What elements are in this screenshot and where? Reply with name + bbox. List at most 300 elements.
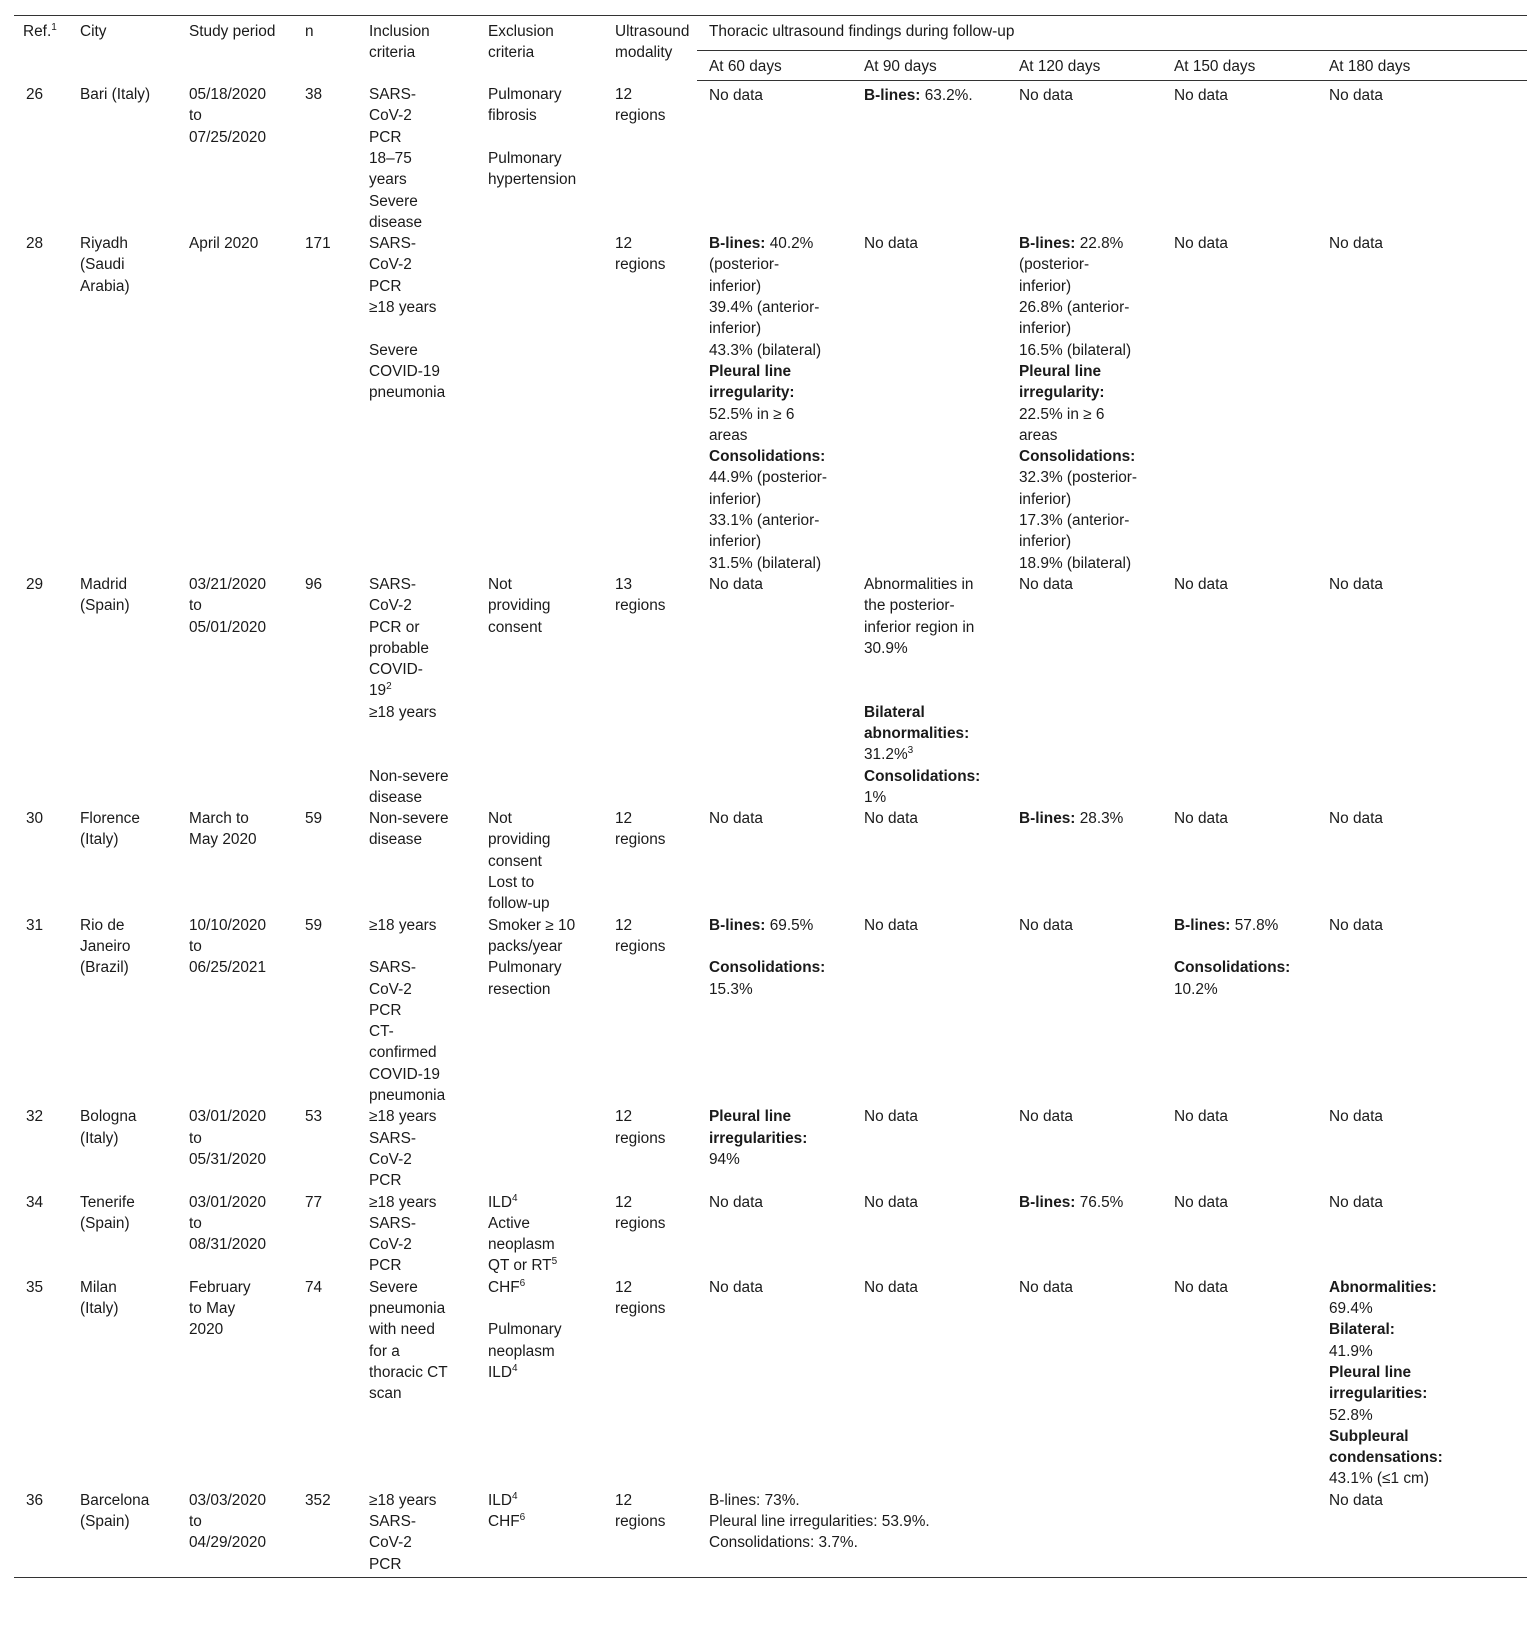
cell-line: Pleural line irregularities: 53.9%. xyxy=(709,1512,930,1530)
cell-line: Severe xyxy=(369,341,418,359)
finding-label: Bilateral: xyxy=(1329,1321,1395,1339)
cell-line: (Italy) xyxy=(80,1129,119,1147)
cell-line: to xyxy=(189,1214,202,1232)
cell-line: Not xyxy=(488,575,512,593)
cell-60-days xyxy=(697,233,852,574)
cell-line: CoV-2 xyxy=(369,256,412,274)
cell-180-days xyxy=(1317,1277,1527,1490)
cell-line: packs/year xyxy=(488,937,563,955)
cell-line: Barcelona xyxy=(80,1491,150,1509)
cell-line: PCR or xyxy=(369,618,420,636)
cell-period xyxy=(177,808,293,914)
cell-period xyxy=(177,915,293,1107)
cell-city xyxy=(68,808,177,914)
cell-line: (posterior- xyxy=(1019,256,1090,274)
cell-90-days xyxy=(852,574,1007,808)
cell-line: PCR xyxy=(369,277,402,295)
ultrasound-followup-table xyxy=(14,15,1527,1578)
cell-line: regions xyxy=(615,597,666,615)
cell-line: ≥18 years xyxy=(369,916,437,934)
cell-ultrasound xyxy=(603,574,697,808)
cell-line: 10/10/2020 xyxy=(189,916,267,934)
cell-line xyxy=(488,1192,595,1213)
cell-ultrasound xyxy=(603,1490,697,1578)
col-ref xyxy=(14,16,68,81)
cell-150-days: No data xyxy=(1174,1193,1228,1211)
cell-line: 12 xyxy=(615,810,633,828)
cell-line: 2020 xyxy=(189,1321,224,1339)
finding-label: Abnormalities: xyxy=(1329,1278,1437,1296)
cell-line: 12 xyxy=(615,1193,633,1211)
cell-line: regions xyxy=(615,107,666,125)
footnote-mark: 5 xyxy=(551,1256,558,1268)
footnote-mark: 6 xyxy=(519,1277,526,1289)
spacer xyxy=(369,318,468,339)
cell-exclusion xyxy=(476,915,603,1107)
col-city: City xyxy=(80,23,107,40)
cell-line xyxy=(864,744,999,765)
cell-line: CoV-2 xyxy=(369,1534,412,1552)
cell-line: (Italy) xyxy=(80,831,119,849)
table-row xyxy=(14,915,1527,1107)
cell-150-days: No data xyxy=(1174,575,1228,593)
cell-text: QT or RT xyxy=(488,1257,552,1275)
cell-line: resection xyxy=(488,980,551,998)
cell-line xyxy=(1019,233,1154,254)
cell-line: 12 xyxy=(615,1108,633,1126)
cell-120-days: No data xyxy=(1019,86,1073,104)
cell-exclusion xyxy=(476,1490,603,1578)
table-row xyxy=(14,80,1527,233)
cell-period xyxy=(177,574,293,808)
cell-exclusion xyxy=(476,80,603,233)
cell-ref: 29 xyxy=(26,575,44,593)
cell-line: Consolidations: 3.7%. xyxy=(709,1534,858,1552)
cell-line: Pulmonary xyxy=(488,959,562,977)
table-row xyxy=(14,1490,1527,1578)
finding-label: B-lines: xyxy=(864,86,921,104)
cell-line: areas xyxy=(1019,426,1058,444)
cell-exclusion xyxy=(476,1192,603,1277)
cell-line xyxy=(369,680,468,701)
finding-label: Bilateral xyxy=(864,703,925,721)
cell-180-days: No data xyxy=(1329,1193,1383,1211)
cell-city xyxy=(68,1192,177,1277)
cell-ultrasound xyxy=(603,915,697,1107)
cell-60-days: No data xyxy=(709,86,763,104)
cell-150-days: No data xyxy=(1174,86,1228,104)
cell-150-days xyxy=(1162,915,1317,1107)
cell-line: (Spain) xyxy=(80,1214,130,1232)
cell-line: consent xyxy=(488,852,542,870)
cell-text: ILD xyxy=(488,1193,512,1211)
cell-line: CoV-2 xyxy=(369,1236,412,1254)
cell-ref: 36 xyxy=(14,1490,68,1578)
cell-city xyxy=(68,1277,177,1490)
cell-line: CoV-2 xyxy=(369,980,412,998)
spacer xyxy=(488,1298,595,1319)
cell-line: 03/01/2020 xyxy=(189,1193,267,1211)
exclusion-header-line: Exclusion xyxy=(488,23,554,40)
cell-line: to xyxy=(189,937,202,955)
cell-line: Bari (Italy) xyxy=(80,86,151,104)
cell-line: 39.4% (anterior- xyxy=(709,299,820,317)
finding-label: irregularity: xyxy=(1019,384,1105,402)
cell-line: CoV-2 xyxy=(369,597,412,615)
cell-line: 43.3% (bilateral) xyxy=(709,341,822,359)
cell-ref: 34 xyxy=(26,1193,44,1211)
finding-label: irregularities: xyxy=(709,1129,808,1147)
cell-line: Lost to xyxy=(488,874,535,892)
finding-value: 69.4% xyxy=(1329,1300,1373,1318)
cell-line: 03/01/2020 xyxy=(189,1108,267,1126)
cell-line: for a xyxy=(369,1342,400,1360)
cell-ref: 26 xyxy=(26,86,44,104)
cell-90-days: No data xyxy=(864,235,918,253)
finding-label: Consolidations: xyxy=(1174,959,1291,977)
ref-header-text: Ref. xyxy=(23,23,52,40)
cell-line: inferior) xyxy=(709,320,762,338)
cell-line: Pulmonary xyxy=(488,1321,562,1339)
cell-line: COVID-19 xyxy=(369,362,440,380)
cell-period xyxy=(177,1277,293,1490)
cell-line xyxy=(1174,915,1309,936)
finding-label: Consolidations: xyxy=(864,767,981,785)
col-exclusion xyxy=(476,16,603,81)
exclusion-header-line: criteria xyxy=(488,44,535,62)
cell-text: 19 xyxy=(369,682,387,700)
cell-line: to May xyxy=(189,1300,236,1318)
cell-line: May 2020 xyxy=(189,831,257,849)
cell-n: 77 xyxy=(305,1193,323,1211)
cell-line: 44.9% (posterior- xyxy=(709,469,828,487)
cell-60-to-150-days xyxy=(697,1490,1317,1578)
cell-ref: 32 xyxy=(26,1108,44,1126)
cell-inclusion xyxy=(357,574,476,808)
cell-line: 12 xyxy=(615,86,633,104)
col-180-days: At 180 days xyxy=(1317,51,1527,80)
finding-label: Pleural line xyxy=(1019,362,1102,380)
cell-90-days: No data xyxy=(864,1278,918,1296)
cell-line xyxy=(709,233,844,254)
finding-label: Subpleural xyxy=(1329,1427,1409,1445)
cell-ref: 31 xyxy=(26,916,44,934)
cell-city xyxy=(68,915,177,1107)
cell-180-days: No data xyxy=(1329,1108,1383,1126)
ultrasound-header-line: Ultrasound xyxy=(615,23,690,40)
cell-n: 171 xyxy=(305,235,331,253)
cell-line: Milan xyxy=(80,1278,117,1296)
finding-label: abnormalities: xyxy=(864,725,970,742)
cell-line: February xyxy=(189,1278,251,1296)
col-group-findings: Thoracic ultrasound findings during follow-up xyxy=(697,16,1527,51)
cell-120-days: No data xyxy=(1019,575,1073,593)
cell-line: 52.5% in ≥ 6 xyxy=(709,405,795,423)
cell-60-days: No data xyxy=(709,810,763,828)
cell-inclusion xyxy=(357,1490,476,1578)
cell-n: 74 xyxy=(305,1278,323,1296)
finding-label: Pleural line xyxy=(1329,1363,1412,1381)
cell-line xyxy=(488,1277,595,1298)
cell-60-days: No data xyxy=(709,575,763,593)
cell-line: ≥18 years xyxy=(369,703,437,721)
cell-period xyxy=(177,1490,293,1578)
cell-120-days: No data xyxy=(1019,1278,1073,1296)
cell-180-days: No data xyxy=(1329,916,1383,934)
cell-line: SARS- xyxy=(369,1512,417,1530)
cell-line: Abnormalities in xyxy=(864,575,974,593)
cell-inclusion xyxy=(357,1192,476,1277)
finding-label: B-lines: xyxy=(1019,1193,1076,1211)
finding-label: B-lines: xyxy=(1019,810,1076,828)
finding-value: 94% xyxy=(709,1150,740,1168)
cell-line: 06/25/2021 xyxy=(189,959,267,977)
inclusion-header-line: Inclusion xyxy=(369,23,430,40)
cell-line: Florence xyxy=(80,810,140,828)
cell-90-days: No data xyxy=(864,1108,918,1126)
cell-line: 22.5% in ≥ 6 xyxy=(1019,405,1105,423)
cell-line: Not xyxy=(488,810,512,828)
cell-line: inferior) xyxy=(709,490,762,508)
cell-150-days: No data xyxy=(1174,235,1228,253)
cell-line: 05/01/2020 xyxy=(189,618,267,636)
cell-city xyxy=(68,233,177,574)
spacer xyxy=(709,936,844,957)
finding-value: 41.9% xyxy=(1329,1342,1373,1360)
cell-text: ILD xyxy=(488,1491,512,1509)
cell-line: SARS- xyxy=(369,959,417,977)
table-container xyxy=(14,15,1527,1578)
cell-line: neoplasm xyxy=(488,1236,555,1254)
cell-line: providing xyxy=(488,831,551,849)
cell-period xyxy=(177,80,293,233)
cell-line: pneumonia xyxy=(369,384,446,402)
cell-line: ≥18 years xyxy=(369,1108,437,1126)
cell-line: 13 xyxy=(615,575,633,593)
cell-line: 07/25/2020 xyxy=(189,128,267,146)
cell-line: 18.9% (bilateral) xyxy=(1019,554,1132,572)
cell-ultrasound xyxy=(603,80,697,233)
cell-line: 32.3% (posterior- xyxy=(1019,469,1138,487)
cell-line: to xyxy=(189,107,202,125)
cell-line: Active xyxy=(488,1214,530,1232)
cell-inclusion xyxy=(357,915,476,1107)
cell-line: Janeiro xyxy=(80,937,131,955)
cell-line: Pulmonary xyxy=(488,86,562,104)
cell-period xyxy=(177,1192,293,1277)
cell-line xyxy=(488,1255,595,1276)
cell-inclusion xyxy=(357,1106,476,1191)
cell-line: Severe xyxy=(369,192,418,210)
cell-line: confirmed xyxy=(369,1044,437,1062)
cell-line: 17.3% (anterior- xyxy=(1019,512,1130,530)
col-90-days: At 90 days xyxy=(852,51,1007,80)
cell-line: consent xyxy=(488,618,542,636)
cell-line: to xyxy=(189,1129,202,1147)
finding-value: 52.8% xyxy=(1329,1406,1373,1424)
spacer xyxy=(488,127,595,148)
col-60-days: At 60 days xyxy=(697,51,852,80)
inclusion-header-line: criteria xyxy=(369,44,416,62)
cell-exclusion xyxy=(476,574,603,808)
cell-line: regions xyxy=(615,1512,666,1530)
cell-90-days: No data xyxy=(864,916,918,934)
ref-footnote-mark: 1 xyxy=(51,22,57,33)
finding-label: B-lines: xyxy=(1174,916,1231,934)
cell-line: (posterior- xyxy=(709,256,780,274)
finding-label: Consolidations: xyxy=(709,448,826,466)
cell-exclusion xyxy=(476,808,603,914)
cell-line: probable xyxy=(369,639,429,657)
footnote-mark: 2 xyxy=(386,681,392,693)
cell-line: inferior region in xyxy=(864,618,975,636)
cell-line: 12 xyxy=(615,916,633,934)
cell-n: 59 xyxy=(305,810,323,828)
cell-line: disease xyxy=(369,788,423,806)
finding-label: irregularity: xyxy=(709,384,795,402)
cell-line: Bologna xyxy=(80,1108,137,1126)
cell-line: PCR xyxy=(369,128,402,146)
cell-line: 05/18/2020 xyxy=(189,86,267,104)
cell-120-days xyxy=(1007,1192,1162,1277)
cell-line: COVID-19 xyxy=(369,1065,440,1083)
cell-city xyxy=(68,80,177,233)
cell-line: 03/21/2020 xyxy=(189,575,267,593)
footnote-mark: 4 xyxy=(511,1192,518,1204)
table-row xyxy=(14,233,1527,574)
cell-150-days: No data xyxy=(1174,810,1228,828)
cell-line xyxy=(488,1511,595,1532)
table-row xyxy=(14,574,1527,808)
finding-label: B-lines: xyxy=(1019,235,1076,253)
cell-line: 31.5% (bilateral) xyxy=(709,554,822,572)
cell-line: regions xyxy=(615,1300,666,1318)
cell-line: providing xyxy=(488,597,551,615)
cell-line: SARS- xyxy=(369,235,417,253)
cell-line: CT- xyxy=(369,1023,394,1041)
cell-line: inferior) xyxy=(1019,490,1072,508)
cell-line: scan xyxy=(369,1385,402,1403)
cell-line: ≥18 years xyxy=(369,1491,437,1509)
cell-line: 33.1% (anterior- xyxy=(709,512,820,530)
cell-line: 12 xyxy=(615,235,633,253)
cell-inclusion xyxy=(357,808,476,914)
cell-line: disease xyxy=(369,831,423,849)
cell-n: 53 xyxy=(305,1108,323,1126)
cell-line: inferior) xyxy=(1019,533,1072,551)
cell-line: Non-severe xyxy=(369,810,449,828)
cell-exclusion xyxy=(476,1106,603,1191)
cell-line: pneumonia xyxy=(369,1300,446,1318)
cell-line: regions xyxy=(615,1129,666,1147)
col-ultrasound xyxy=(603,16,697,81)
cell-line: regions xyxy=(615,937,666,955)
cell-ref: 28 xyxy=(26,235,44,253)
cell-inclusion xyxy=(357,80,476,233)
cell-line: (Spain) xyxy=(80,597,130,615)
cell-90-days: No data xyxy=(864,810,918,828)
cell-line: regions xyxy=(615,256,666,274)
cell-line: 12 xyxy=(615,1278,633,1296)
cell-line: (Brazil) xyxy=(80,959,129,977)
col-study-period: Study period xyxy=(189,23,276,40)
finding-value: 69.5% xyxy=(765,916,814,934)
cell-line: SARS- xyxy=(369,1214,417,1232)
cell-line: Arabia) xyxy=(80,277,130,295)
finding-value: 28.3% xyxy=(1075,810,1124,828)
cell-line: Rio de xyxy=(80,916,125,934)
cell-line: areas xyxy=(709,426,748,444)
footnote-mark: 4 xyxy=(511,1362,518,1374)
cell-text: CHF xyxy=(488,1278,520,1296)
cell-exclusion xyxy=(476,1277,603,1490)
cell-120-days: No data xyxy=(1019,916,1073,934)
finding-label: B-lines: xyxy=(709,916,766,934)
col-n: n xyxy=(305,23,314,40)
cell-ultrasound xyxy=(603,1277,697,1490)
cell-line: 03/03/2020 xyxy=(189,1491,267,1509)
finding-label: Pleural line xyxy=(709,362,792,380)
cell-90-days xyxy=(852,80,1007,233)
cell-inclusion xyxy=(357,1277,476,1490)
cell-line: PCR xyxy=(369,1555,402,1573)
table-row xyxy=(14,808,1527,914)
cell-60-days xyxy=(697,915,852,1107)
cell-line: CoV-2 xyxy=(369,107,412,125)
cell-line: regions xyxy=(615,831,666,849)
cell-line: neoplasm xyxy=(488,1342,555,1360)
cell-line: Pulmonary xyxy=(488,149,562,167)
cell-180-days: No data xyxy=(1317,1490,1527,1578)
cell-ultrasound xyxy=(603,1106,697,1191)
cell-60-days: No data xyxy=(709,1193,763,1211)
cell-120-days xyxy=(1007,233,1162,574)
spacer xyxy=(1174,936,1309,957)
finding-value: 1% xyxy=(864,788,887,806)
cell-line: SARS- xyxy=(369,1129,417,1147)
cell-line: with need xyxy=(369,1321,435,1339)
cell-line: inferior) xyxy=(1019,277,1072,295)
cell-ref: 35 xyxy=(26,1278,44,1296)
cell-n: 38 xyxy=(305,86,323,104)
cell-90-days: No data xyxy=(864,1193,918,1211)
cell-line: Tenerife xyxy=(80,1193,135,1211)
cell-n: 352 xyxy=(293,1490,357,1578)
cell-line: inferior) xyxy=(709,277,762,295)
cell-150-days: No data xyxy=(1174,1108,1228,1126)
cell-city xyxy=(68,1490,177,1578)
cell-line: fibrosis xyxy=(488,107,537,125)
cell-line: 30.9% xyxy=(864,639,908,657)
finding-label: B-lines: xyxy=(709,235,766,253)
cell-line: Severe xyxy=(369,1278,418,1296)
cell-period xyxy=(177,233,293,574)
cell-period xyxy=(177,1106,293,1191)
cell-180-days: No data xyxy=(1329,235,1383,253)
cell-line: years xyxy=(369,171,407,189)
finding-value: 15.3% xyxy=(709,980,753,998)
cell-line: 16.5% (bilateral) xyxy=(1019,341,1132,359)
cell-180-days: No data xyxy=(1329,86,1383,104)
cell-line: inferior) xyxy=(709,533,762,551)
cell-line: April 2020 xyxy=(189,235,259,253)
cell-60-days xyxy=(697,1106,852,1191)
cell-line: SARS- xyxy=(369,575,417,593)
cell-line: regions xyxy=(615,1214,666,1232)
finding-value: 63.2%. xyxy=(920,86,973,104)
finding-value: 76.5% xyxy=(1075,1193,1124,1211)
cell-line: 12 xyxy=(615,1491,633,1509)
